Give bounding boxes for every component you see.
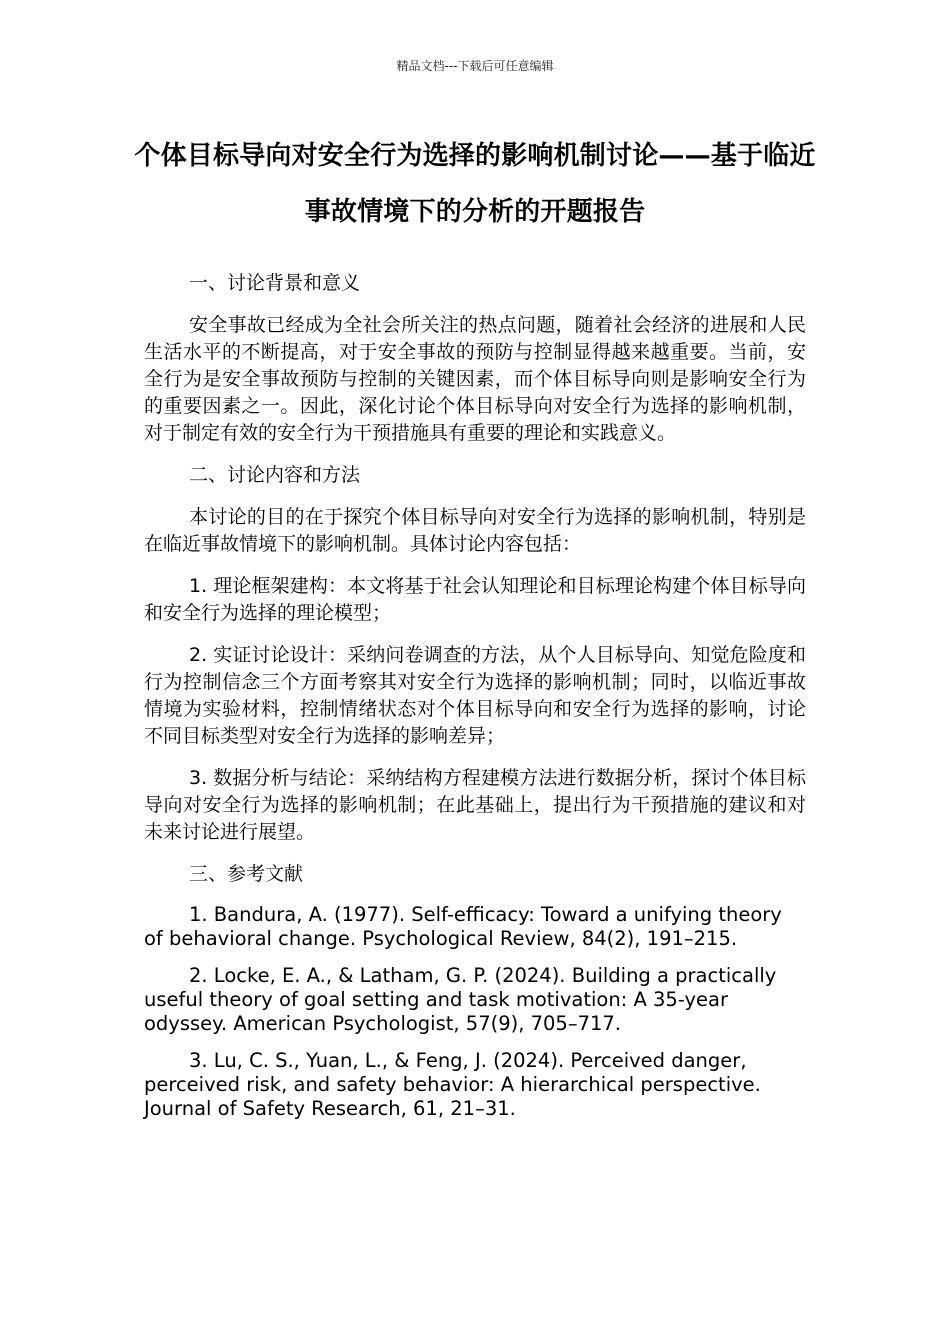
reference-item-3: 3. Lu, C. S., Yuan, L., & Feng, J. (2024). Perceived danger, perceived risk, and safety behavior: A hierarchical perspective. Journal of Safety Research, 61, 21–31. [144, 1049, 761, 1120]
content-intro-paragraph: 本讨论的目的在于探究个体目标导向对安全行为选择的影响机制，特别是在临近事故情境下的影响机制。具体讨论内容包括： [144, 506, 806, 555]
document-body [144, 270, 806, 1134]
reference-item-2: 2. Locke, E. A., & Latham, G. P. (2024). Building a practically useful theory of goal setting and task motivation: A 35-year odyssey. American Psychologist, 57(9), 705–717. [144, 964, 777, 1035]
document-title: 个体目标导向对安全行为选择的影响机制讨论——基于临近事故情境下的分析的开题报告 [134, 141, 816, 227]
section-heading-references: 三、参考文献 [189, 863, 304, 885]
page-header-note: 精品文档---下载后可任意编辑 [396, 59, 554, 73]
content-item-2: 2. 实证讨论设计：采纳问卷调查的方法，从个人目标导向、知觉危险度和行为控制信念三个方面考察其对安全行为选择的影响机制；同时，以临近事故情境为实验材料，控制情绪状态对个体目标导向和安全行为选择的影响，讨论不同目标类型对安全行为选择的影响差异； [144, 644, 806, 747]
content-item-3: 3. 数据分析与结论：采纳结构方程建模方法进行数据分析，探讨个体目标导向对安全行为选择的影响机制；在此基础上，提出行为干预措施的建议和对未来讨论进行展望。 [144, 767, 806, 843]
background-paragraph: 安全事故已经成为全社会所关注的热点问题，随着社会经济的进展和人民生活水平的不断提高，对于安全事故的预防与控制显得越来越重要。当前，安全行为是安全事故预防与控制的关键因素，而个体目标导向则是影响安全行为的重要因素之一。因此，深化讨论个体目标导向对安全行为选择的影响机制，对于制定有效的安全行为干预措施具有重要的理论和实践意义。 [144, 314, 806, 444]
section-heading-content-methods: 二、讨论内容和方法 [189, 464, 361, 486]
reference-item-1: 1. Bandura, A. (1977). Self-efficacy: Toward a unifying theory of behavioral change. Psychological Review, 84(2), 191–215. [144, 903, 782, 950]
section-heading-background: 一、讨论背景和意义 [189, 272, 361, 294]
content-item-1: 1. 理论框架建构：本文将基于社会认知理论和目标理论构建个体目标导向和安全行为选择的理论模型； [144, 575, 806, 624]
